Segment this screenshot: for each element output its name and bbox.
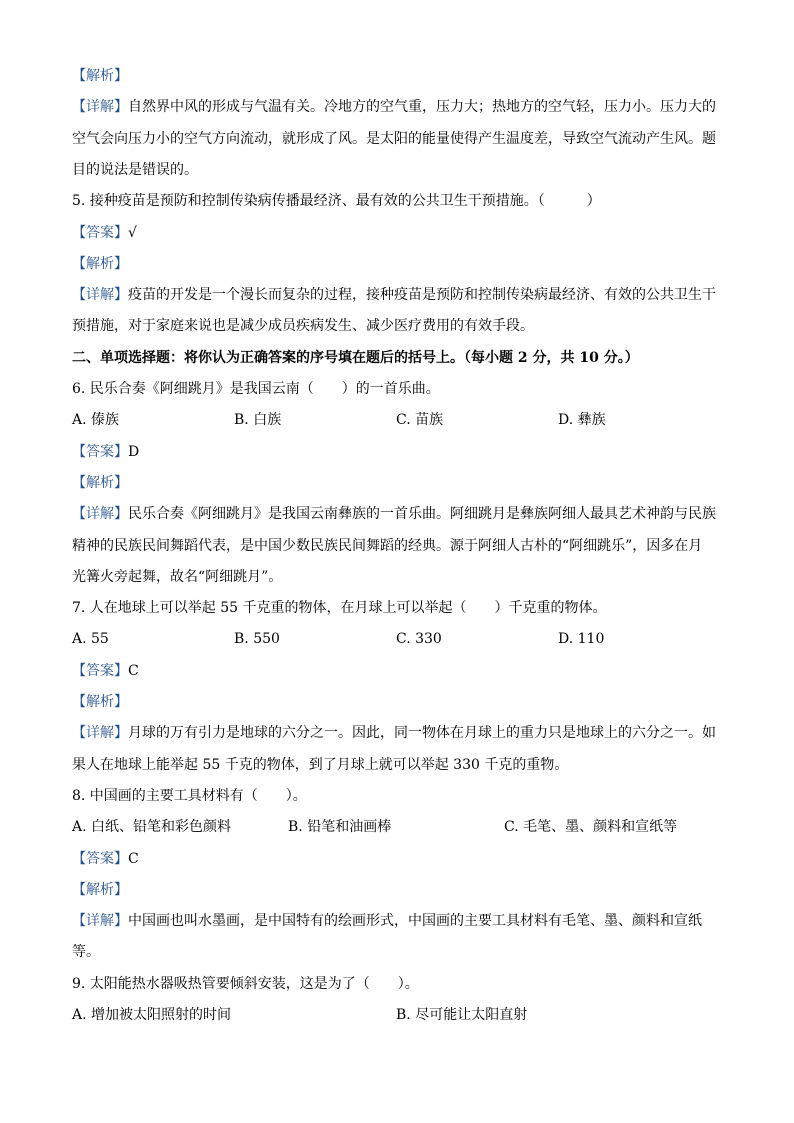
analysis-label: 【解析】 — [72, 68, 128, 84]
detail-text: 疫苗的开发是一个漫长而复杂的过程，接种疫苗是预防和控制传染病最经济、有效的公共卫生干 — [128, 287, 716, 303]
option-d: D. 彝族 — [558, 412, 606, 428]
question-stem: 7. 人在地球上可以举起 55 千克重的物体，在月球上可以举起（ ）千克重的物体。 — [72, 600, 607, 616]
detail-paragraph — [72, 504, 716, 524]
paragraph-continuation: 预措施，对于家庭来说也是减少成员疾病发生、减少医疗费用的有效手段。 — [72, 318, 534, 334]
options-row — [72, 817, 722, 837]
answer-label: 【答案】 — [72, 851, 128, 867]
option-b: B. 铅笔和油画棒 — [288, 819, 392, 835]
question-stem: 9. 太阳能热水器吸热管要倾斜安装，这是为了（ ）。 — [72, 976, 419, 992]
analysis-heading — [72, 473, 128, 493]
option-b: B. 白族 — [234, 412, 282, 428]
answer-label: 【答案】 — [72, 225, 128, 241]
detail-paragraph — [72, 285, 716, 305]
analysis-label: 【解析】 — [72, 694, 128, 710]
option-d: D. 110 — [558, 631, 605, 647]
analysis-heading — [72, 692, 128, 712]
paragraph-continuation: 等。 — [72, 944, 100, 960]
detail-paragraph — [72, 97, 716, 117]
answer-value: C — [128, 663, 139, 679]
options-row — [72, 410, 722, 430]
analysis-label: 【解析】 — [72, 882, 128, 898]
detail-label: 【详解】 — [72, 913, 128, 929]
answer-line — [72, 223, 137, 243]
option-a: A. 55 — [72, 631, 109, 647]
detail-text: 中国画也叫水墨画，是中国特有的绘画形式，中国画的主要工具材料有毛笔、墨、颜料和宣纸 — [128, 913, 702, 929]
analysis-label: 【解析】 — [72, 475, 128, 491]
question-stem: 5. 接种疫苗是预防和控制传染病传播最经济、最有效的公共卫生干预措施。（ ） — [72, 193, 601, 209]
paragraph-continuation: 精神的民族民间舞蹈代表，是中国少数民族民间舞蹈的经典。源于阿细人古朴的“阿细跳乐”，因多在月 — [72, 538, 703, 554]
question-stem: 6. 民乐合奏《阿细跳月》是我国云南（ ）的一首乐曲。 — [72, 381, 440, 397]
detail-label: 【详解】 — [72, 99, 128, 115]
answer-line — [72, 661, 139, 681]
option-b: B. 尽可能让太阳直射 — [396, 1007, 528, 1023]
detail-paragraph — [72, 723, 716, 743]
option-c: C. 苗族 — [396, 412, 444, 428]
answer-line — [72, 442, 139, 462]
option-c: C. 330 — [396, 631, 442, 647]
analysis-heading — [72, 880, 128, 900]
answer-label: 【答案】 — [72, 444, 128, 460]
paragraph-continuation: 果人在地球上能举起 55 千克的物体，到了月球上就可以举起 330 千克的重物。 — [72, 757, 569, 773]
paragraph-continuation: 光篝火旁起舞，故名“阿细跳月”。 — [72, 569, 283, 585]
answer-value: √ — [128, 225, 137, 241]
analysis-heading — [72, 254, 128, 274]
detail-text: 民乐合奏《阿细跳月》是我国云南彝族的一首乐曲。阿细跳月是彝族阿细人最具艺术神韵与民族 — [128, 506, 716, 522]
option-c: C. 毛笔、墨、颜料和宣纸等 — [504, 819, 678, 835]
paragraph-continuation: 空气会向压力小的空气方向流动，就形成了风。是太阳的能量使得产生温度差，导致空气流动产生风。题 — [72, 131, 716, 147]
option-a: A. 增加被太阳照射的时间 — [72, 1007, 232, 1023]
answer-line — [72, 849, 139, 869]
analysis-label: 【解析】 — [72, 256, 128, 272]
option-a: A. 白纸、铅笔和彩色颜料 — [72, 819, 232, 835]
options-row — [72, 629, 722, 649]
paragraph-continuation: 目的说法是错误的。 — [72, 162, 198, 178]
answer-value: D — [128, 444, 140, 460]
answer-value: C — [128, 851, 139, 867]
detail-text: 月球的万有引力是地球的六分之一。因此，同一物体在月球上的重力只是地球上的六分之一。如 — [128, 725, 716, 741]
detail-label: 【详解】 — [72, 725, 128, 741]
section-heading: 二、单项选择题：将你认为正确答案的序号填在题后的括号上。（每小题 2 分，共 10 分。） — [72, 350, 639, 366]
detail-label: 【详解】 — [72, 287, 128, 303]
detail-label: 【详解】 — [72, 506, 128, 522]
detail-text: 自然界中风的形成与气温有关。冷地方的空气重，压力大；热地方的空气轻，压力小。压力大的 — [128, 99, 716, 115]
options-row — [72, 1005, 722, 1025]
analysis-heading — [72, 66, 128, 86]
question-stem: 8. 中国画的主要工具材料有（ ）。 — [72, 788, 307, 804]
option-b: B. 550 — [234, 631, 280, 647]
detail-paragraph — [72, 911, 702, 931]
answer-label: 【答案】 — [72, 663, 128, 679]
option-a: A. 傣族 — [72, 412, 120, 428]
